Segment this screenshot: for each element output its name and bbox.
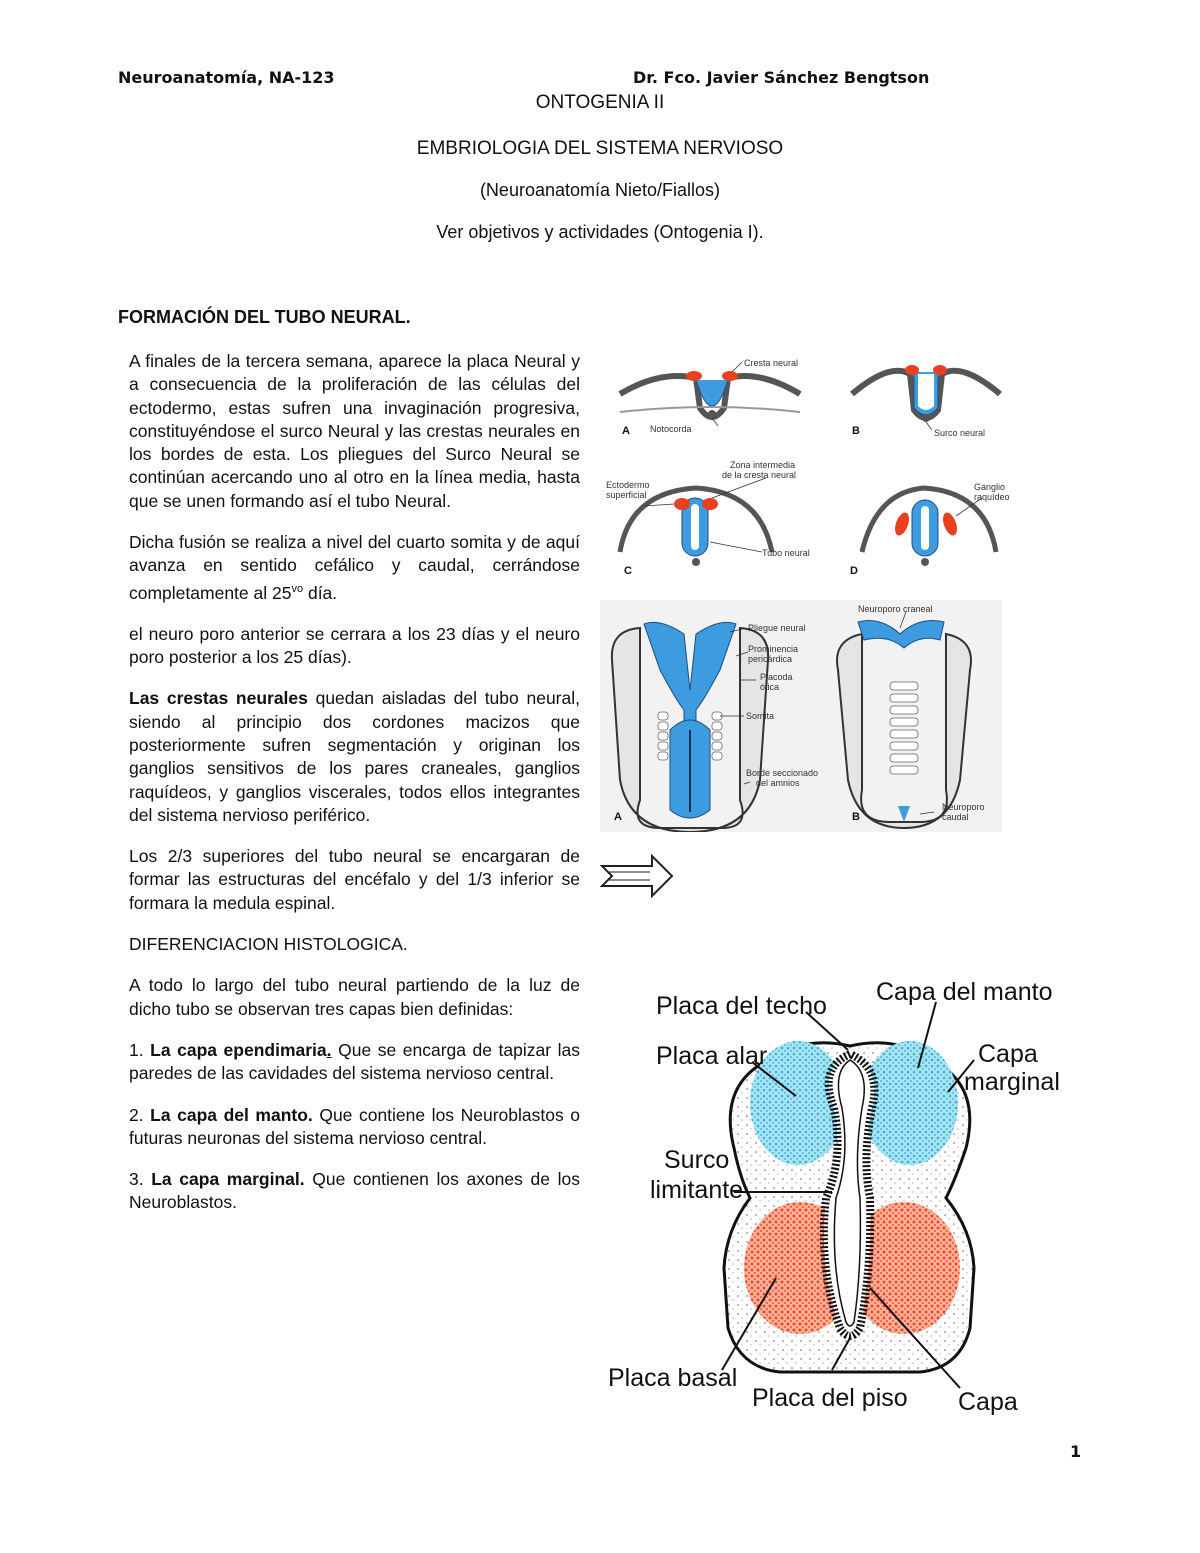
superscript: vo [291,582,304,595]
label-placa-del-techo: Placa del techo [656,992,827,1020]
doc-title: ONTOGENIA II [535,92,665,113]
label-placoda: Placoda [760,672,793,682]
label-c: C [624,565,632,577]
bold-dot: . [326,1039,332,1060]
label-pliegue-neural: Pliegue neural [748,623,806,633]
text: día. [303,582,338,603]
label-embryo-a: A [614,811,622,823]
label-ectodermo-2: superficial [606,490,647,500]
list-number: 2. [129,1104,151,1125]
label-cresta-neural: Cresta neural [744,358,799,368]
label-prominencia: Prominencia [748,644,799,654]
label-neuroporo-caudal: Neuroporo [942,802,985,812]
bold-term: La capa ependimaria [150,1039,327,1060]
text: Que contiene los Neuroblastos o futuras neuronas del sistema nervioso central. [129,1104,580,1148]
paragraph [129,687,580,827]
label-notocorda: Notocorda [650,424,692,434]
label-capa-bottom: Capa [958,1388,1018,1416]
label-placa-alar: Placa alar [656,1042,768,1070]
label-neuroporo-craneal: Neuroporo craneal [858,604,933,614]
label-ganglio: Ganglio [974,482,1006,492]
doc-subtitle: EMBRIOLOGIA DEL SISTEMA NERVIOSO [416,138,784,159]
header-course: Neuroanatomía, NA-123 [118,68,335,87]
bold-term: La capa marginal. [151,1169,305,1190]
label-borde-seccionado-2: del amnios [756,778,800,788]
list-number: 3. [129,1169,152,1190]
label-d: D [850,565,858,577]
label-ganglio-2: raquídeo [974,492,1010,502]
label-surco: Surco [664,1146,730,1174]
paragraph: A finales de la tercera semana, aparece la placa Neural y a consecuencia de la proliferación de las células del ectodermo, estas sufren una invaginación progresiva, constituyéndose el surco Neural y las crestas neurales en los bordes de esta. Los pliegues del Surco Neural se continúan acercando uno al otro en la línea media, hasta que se unen formando así el tubo Neural. [129,351,580,511]
arrow-icon [600,854,676,898]
label-placa-del-piso: Placa del piso [752,1384,908,1412]
bold-term: La capa del manto. [150,1104,313,1125]
page-number: 1 [1070,1442,1082,1461]
figure-embryo-dorsal-views [600,600,1002,832]
text: Dicha fusión se realiza a nivel del cuarto somita y de aquí avanza en sentido cefálico y caudal, cerrándose completamente al 25 [129,532,580,603]
list-item [129,1039,580,1086]
label-zona-intermedia: Zona intermedia [730,460,796,470]
label-b: B [852,425,860,437]
label-neuroporo-caudal-2: caudal [942,812,969,822]
label-marginal: marginal [964,1068,1060,1096]
paragraph: el neuro poro anterior se cerrara a los 23 días y el neuro poro posterior a los 25 días). [129,623,580,668]
section-heading-diferenciacion: DIFERENCIACION HISTOLOGICA. [129,934,408,955]
label-ectodermo: Ectodermo [606,480,650,490]
label-surco-neural: Surco neural [934,428,986,438]
doc-reference: (Neuroanatomía Nieto/Fiallos) [479,180,721,200]
bold-term: Las crestas neurales [129,688,308,709]
text: quedan aisladas del tubo neural, siendo al principio dos cordones macizos que posteriormente sufren segmentación y originan los ganglios sensitivos de los pares craneales, ganglios raquídeos, y ganglios viscerales, todos ellos integrantes del sistema nervioso periférico. [129,688,580,825]
paragraph: A todo lo largo del tubo neural partiendo de la luz de dicho tubo se observan tres capas bien definidas: [129,975,580,1019]
list-number: 1. [129,1039,151,1060]
paragraph: Los 2/3 superiores del tubo neural se encargaran de formar las estructuras del encéfalo y del 1/3 inferior se formara la medula espinal. [129,846,580,913]
label-capa: Capa [978,1040,1038,1068]
header-author: Dr. Fco. Javier Sánchez Bengtson [633,68,930,87]
label-prominencia-2: pericárdica [748,654,793,664]
label-zona-intermedia-2: de la cresta neural [722,470,797,480]
section-b-illustration [852,365,1000,422]
text: Que contienen los axones de los Neuroblastos. [129,1169,580,1213]
label-borde-seccionado: Borde seccionado [746,768,819,778]
paragraph [129,531,580,605]
label-embryo-b: B [852,811,860,823]
list-item [129,1168,580,1215]
list-item [129,1104,580,1151]
label-capa-del-manto: Capa del manto [876,978,1053,1006]
doc-note: Ver objetivos y actividades (Ontogenia I). [436,222,764,242]
section-heading-tubo-neural: FORMACIÓN DEL TUBO NEURAL. [118,307,411,327]
section-a-illustration [620,371,800,418]
text: Que se encarga de tapizar las paredes de las cavidades del sistema nervioso central. [129,1039,580,1084]
label-placoda-2: ótica [760,682,780,692]
label-limitante: limitante [650,1176,744,1204]
label-a: A [622,425,630,437]
label-somita: Somita [746,711,775,721]
figure-histological-layers [600,968,1060,1428]
label-tubo-neural: Tubo neural [762,548,810,558]
figure-neural-tube-sections [600,352,1016,584]
section1-body [129,350,580,1233]
label-placa-basal: Placa basal [608,1364,738,1392]
